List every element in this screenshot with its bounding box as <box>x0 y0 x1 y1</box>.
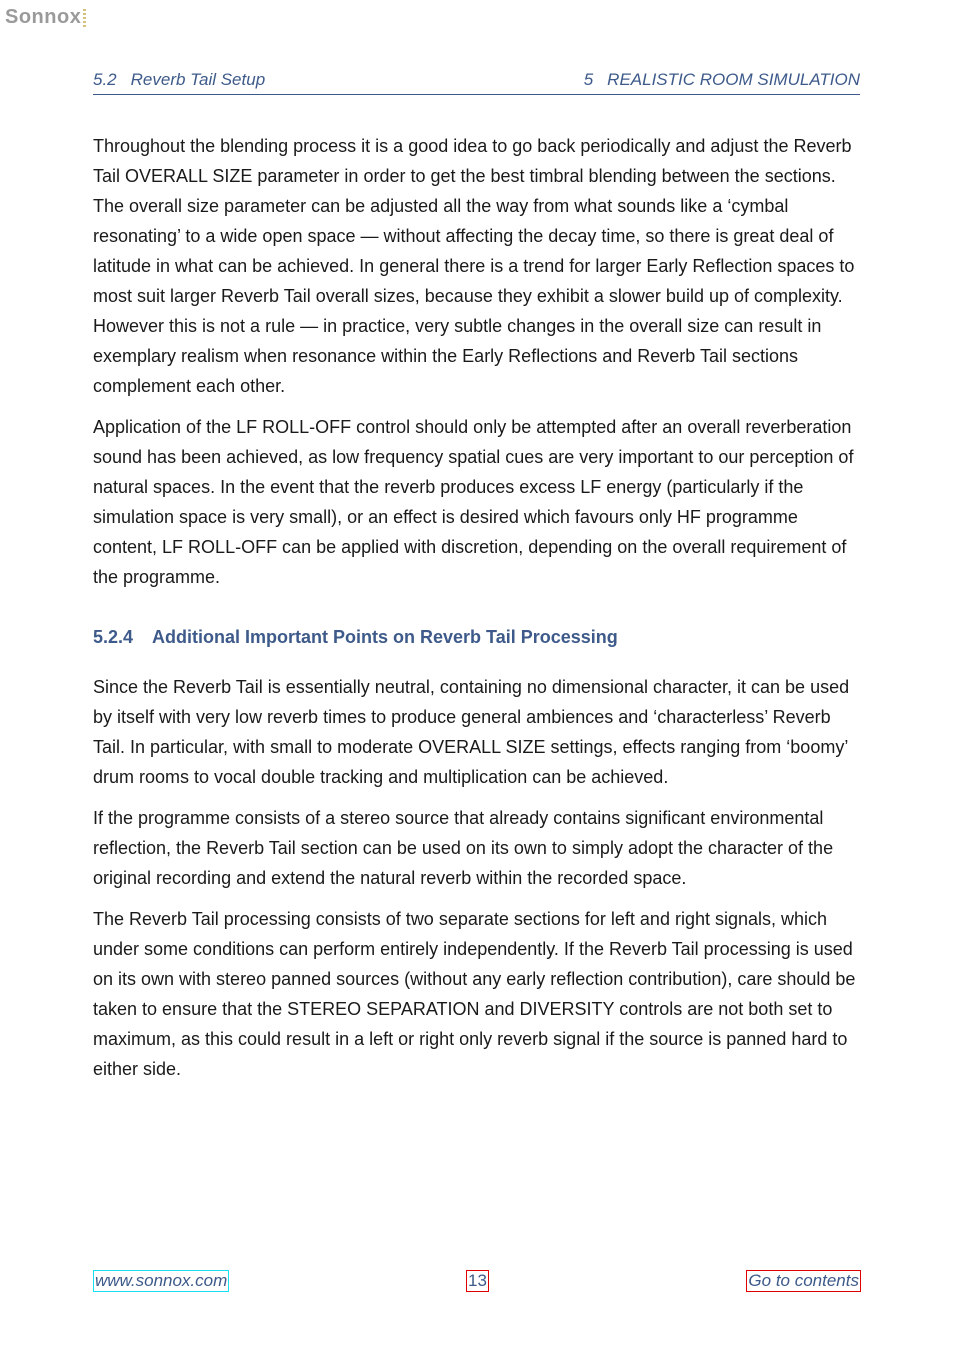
page-content <box>93 131 863 1095</box>
header-section-number: 5.2 <box>93 70 117 89</box>
page-number-link[interactable]: 13 <box>468 1271 487 1290</box>
header-chapter-title: REALISTIC ROOM SIMULATION <box>607 70 860 89</box>
website-link[interactable]: www.sonnox.com <box>95 1271 228 1290</box>
logo-text: Sonnox <box>5 6 82 28</box>
section-number: 5.2.4 <box>93 627 134 647</box>
body-paragraph-1: Throughout the blending process it is a good idea to go back periodically and adjust the Reverb Tail OVERALL SIZE parameter in order to get the best timbral blending between the sections. The overall size parameter can be adjusted all the way from what sounds like a ‘cymbal resonating’ to a wide open space — without affecting the decay time, so there is great deal of latitude in what can be achieved. In general there is a trend for larger Early Reflection spaces to most suit larger Reverb Tail overall sizes, because they exhibit a slower build up of complexity. However this is not a rule — in practice, very subtle changes in the overall size can result in exemplary realism when resonance within the Early Reflections and Reverb Tail sections complement each other. <box>93 136 855 396</box>
go-to-contents-link[interactable]: Go to contents <box>748 1271 859 1290</box>
body-paragraph-2: Application of the LF ROLL-OFF control should only be attempted after an overall reverberation sound has been achieved, as low frequency spatial cues are very important to our perception of natural spaces. In the event that the reverb produces excess LF energy (particularly if the simulation space is very small), or an effect is desired which favours only HF programme content, LF ROLL-OFF can be applied with discretion, depending on the overall requirement of the programme. <box>93 417 854 587</box>
section-heading <box>93 622 863 652</box>
section-title: Additional Important Points on Reverb Tail Processing <box>152 627 618 647</box>
sonnox-logo <box>5 6 86 29</box>
running-header <box>93 70 860 95</box>
header-chapter-number: 5 <box>583 70 594 89</box>
body-paragraph-4: If the programme consists of a stereo source that already contains significant environmental reflection, the Reverb Tail section can be used on its own to simply adopt the character of the original recording and extend the natural reverb within the recorded space. <box>93 808 834 888</box>
header-section-title: Reverb Tail Setup <box>130 70 266 89</box>
body-paragraph-5: The Reverb Tail processing consists of two separate sections for left and right signals, which under some conditions can perform entirely independently. If the Reverb Tail processing is used on its own with stereo panned sources (without any early reflection contribution), care should be taken to ensure that the STEREO SEPARATION and DIVERSITY controls are not both set to maximum, as this could result in a left or right only reverb signal if the source is panned hard to either side. <box>93 909 856 1079</box>
header-section <box>93 70 265 90</box>
body-paragraph-3: Since the Reverb Tail is essentially neutral, containing no dimensional character, it can be used by itself with very low reverb times to produce general ambiences and ‘characterless’ Reverb Tail. In particular, with small to moderate OVERALL SIZE settings, effects ranging from ‘boomy’ drum rooms to vocal double tracking and multiplication can be achieved. <box>93 677 850 787</box>
header-chapter <box>584 70 860 90</box>
logo-mark-icon <box>83 9 86 27</box>
